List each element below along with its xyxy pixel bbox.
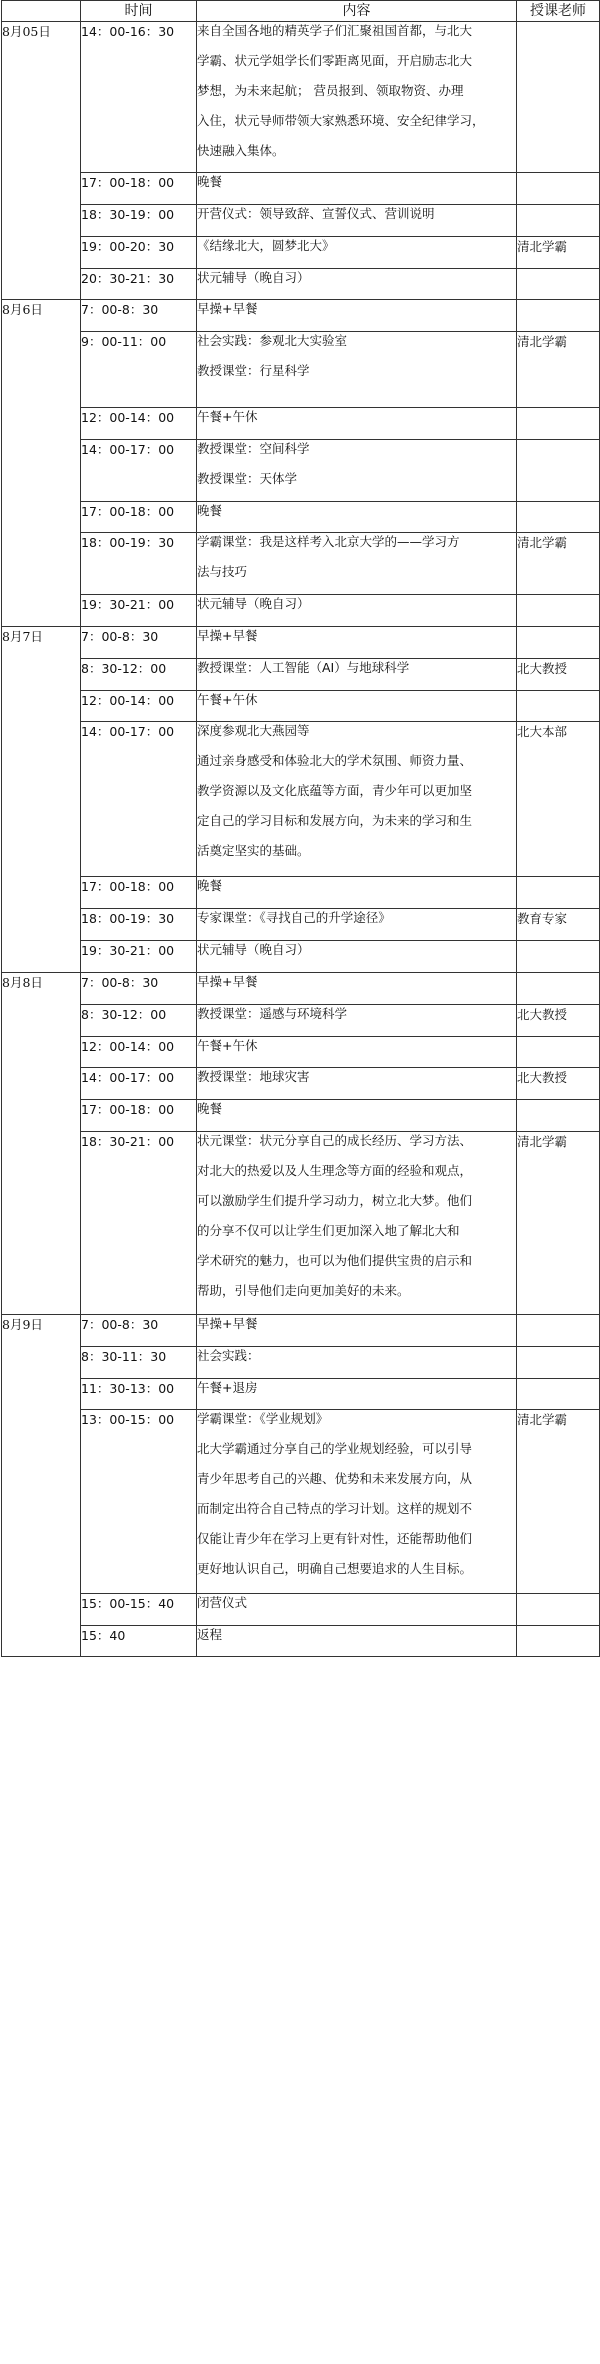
table-row bbox=[2, 205, 600, 237]
teacher-cell: 教育专家 bbox=[517, 909, 600, 941]
content-line: 状元课堂：状元分享自己的成长经历、学习方法、 bbox=[197, 1133, 473, 1148]
day-date-cell: 8月7日 bbox=[2, 627, 81, 973]
time-cell: 7：00-8：30 bbox=[81, 973, 197, 1005]
teacher-cell: 北大教授 bbox=[517, 1005, 600, 1037]
table-row bbox=[2, 1594, 600, 1626]
teacher-cell bbox=[517, 1315, 600, 1347]
time-cell: 17：00-18：00 bbox=[81, 173, 197, 205]
table-row bbox=[2, 300, 600, 332]
content-line: 快速融入集体。 bbox=[197, 143, 285, 158]
time-cell: 7：00-8：30 bbox=[81, 300, 197, 332]
content-line: 仅能让青少年在学习上更有针对性，还能帮助他们 bbox=[197, 1531, 473, 1546]
time-cell: 8：30-12：00 bbox=[81, 1005, 197, 1037]
time-cell: 12：00-14：00 bbox=[81, 1037, 197, 1068]
content-line: 学术研究的魅力，也可以为他们提供宝贵的启示和 bbox=[197, 1253, 473, 1268]
content-cell bbox=[197, 1005, 517, 1037]
teacher-cell bbox=[517, 973, 600, 1005]
content-cell bbox=[197, 909, 517, 941]
teacher-cell bbox=[517, 1037, 600, 1068]
content-line: 青少年思考自己的兴趣、优势和未来发展方向，从 bbox=[197, 1471, 473, 1486]
content-cell bbox=[197, 1315, 517, 1347]
teacher-cell bbox=[517, 440, 600, 502]
time-cell: 19：00-20：30 bbox=[81, 237, 197, 269]
time-cell: 15：40 bbox=[81, 1626, 197, 1657]
teacher-cell bbox=[517, 173, 600, 205]
teacher-cell: 清北学霸 bbox=[517, 237, 600, 269]
table-row bbox=[2, 173, 600, 205]
content-cell bbox=[197, 1594, 517, 1626]
content-line: 活奠定坚实的基础。 bbox=[197, 843, 310, 858]
content-line: 帮助，引导他们走向更加美好的未来。 bbox=[197, 1283, 410, 1298]
content-line: 定自己的学习目标和发展方向，为未来的学习和生 bbox=[197, 813, 473, 828]
time-cell: 12：00-14：00 bbox=[81, 691, 197, 722]
table-row bbox=[2, 1626, 600, 1657]
time-cell: 14：00-17：00 bbox=[81, 722, 197, 877]
content-cell bbox=[197, 1347, 517, 1379]
content-cell bbox=[197, 659, 517, 691]
content-line: 开营仪式：领导致辞、宣誓仪式、营训说明 bbox=[197, 206, 435, 221]
content-line: 状元辅导（晚自习） bbox=[197, 270, 310, 285]
content-line: 教授课堂：行星科学 bbox=[197, 363, 310, 378]
table-row bbox=[2, 1410, 600, 1594]
content-line: 学霸课堂：我是这样考入北京大学的——学习方 bbox=[197, 534, 460, 549]
content-cell bbox=[197, 269, 517, 300]
table-row bbox=[2, 691, 600, 722]
table-row bbox=[2, 1315, 600, 1347]
content-line: 教授课堂：空间科学 bbox=[197, 441, 310, 456]
time-cell: 17：00-18：00 bbox=[81, 877, 197, 909]
table-row bbox=[2, 627, 600, 659]
content-cell bbox=[197, 877, 517, 909]
table-row bbox=[2, 909, 600, 941]
time-cell: 19：30-21：00 bbox=[81, 941, 197, 973]
teacher-cell bbox=[517, 502, 600, 533]
teacher-cell bbox=[517, 877, 600, 909]
teacher-cell bbox=[517, 595, 600, 627]
time-cell: 12：00-14：00 bbox=[81, 408, 197, 440]
content-cell bbox=[197, 1068, 517, 1100]
content-line: 晚餐 bbox=[197, 1101, 223, 1116]
time-cell: 17：00-18：00 bbox=[81, 1100, 197, 1132]
table-row bbox=[2, 502, 600, 533]
time-cell: 18：30-19：00 bbox=[81, 205, 197, 237]
time-cell: 8：30-12：00 bbox=[81, 659, 197, 691]
content-cell bbox=[197, 627, 517, 659]
content-cell bbox=[197, 1100, 517, 1132]
content-line: 状元辅导（晚自习） bbox=[197, 942, 310, 957]
content-cell bbox=[197, 1410, 517, 1594]
time-cell: 18：00-19：30 bbox=[81, 533, 197, 595]
table-row bbox=[2, 1347, 600, 1379]
teacher-cell bbox=[517, 205, 600, 237]
content-cell bbox=[197, 973, 517, 1005]
table-row bbox=[2, 659, 600, 691]
teacher-cell: 清北学霸 bbox=[517, 533, 600, 595]
time-cell: 7：00-8：30 bbox=[81, 627, 197, 659]
time-cell: 20：30-21：30 bbox=[81, 269, 197, 300]
content-line: 早操+早餐 bbox=[197, 628, 258, 643]
content-line: 《结缘北大，圆梦北大》 bbox=[197, 238, 335, 253]
time-cell: 14：00-17：00 bbox=[81, 440, 197, 502]
day-date-cell: 8月9日 bbox=[2, 1315, 81, 1657]
time-cell: 14：00-16：30 bbox=[81, 22, 197, 173]
content-cell bbox=[197, 595, 517, 627]
teacher-cell bbox=[517, 627, 600, 659]
content-cell bbox=[197, 691, 517, 722]
teacher-cell: 北大教授 bbox=[517, 659, 600, 691]
content-line: 梦想，为未来起航； 营员报到、领取物资、办理 bbox=[197, 83, 464, 98]
day-date-cell: 8月6日 bbox=[2, 300, 81, 627]
content-line: 的分享不仅可以让学生们更加深入地了解北大和 bbox=[197, 1223, 460, 1238]
content-line: 通过亲身感受和体验北大的学术氛围、师资力量、 bbox=[197, 753, 473, 768]
content-line: 可以激励学生们提升学习动力，树立北大梦。他们 bbox=[197, 1193, 473, 1208]
content-cell bbox=[197, 173, 517, 205]
teacher-cell bbox=[517, 408, 600, 440]
content-cell bbox=[197, 722, 517, 877]
content-line: 闭营仪式 bbox=[197, 1595, 248, 1610]
content-cell bbox=[197, 408, 517, 440]
table-row bbox=[2, 1037, 600, 1068]
content-line: 午餐+退房 bbox=[197, 1380, 258, 1395]
teacher-cell bbox=[517, 691, 600, 722]
teacher-cell bbox=[517, 22, 600, 173]
table-row bbox=[2, 1379, 600, 1410]
header-teacher: 授课老师 bbox=[517, 1, 600, 22]
time-cell: 8：30-11：30 bbox=[81, 1347, 197, 1379]
content-line: 教授课堂：地球灾害 bbox=[197, 1069, 310, 1084]
table-row bbox=[2, 877, 600, 909]
content-line: 学霸课堂：《学业规划》 bbox=[197, 1411, 329, 1426]
content-line: 而制定出符合自己特点的学习计划。这样的规划不 bbox=[197, 1501, 473, 1516]
content-cell bbox=[197, 941, 517, 973]
content-cell bbox=[197, 237, 517, 269]
content-line: 学霸、状元学姐学长们零距离见面，开启励志北大 bbox=[197, 53, 473, 68]
header-time: 时间 bbox=[81, 1, 197, 22]
content-cell bbox=[197, 300, 517, 332]
time-cell: 13：00-15：00 bbox=[81, 1410, 197, 1594]
time-cell: 18：30-21：00 bbox=[81, 1132, 197, 1315]
teacher-cell bbox=[517, 1594, 600, 1626]
teacher-cell bbox=[517, 300, 600, 332]
teacher-cell bbox=[517, 269, 600, 300]
table-row bbox=[2, 722, 600, 877]
header-content: 内容 bbox=[197, 1, 517, 22]
teacher-cell bbox=[517, 941, 600, 973]
content-line: 晚餐 bbox=[197, 503, 223, 518]
teacher-cell: 清北学霸 bbox=[517, 1132, 600, 1315]
teacher-cell bbox=[517, 1100, 600, 1132]
table-row bbox=[2, 941, 600, 973]
content-cell bbox=[197, 1132, 517, 1315]
table-row bbox=[2, 237, 600, 269]
content-line: 教授课堂：天体学 bbox=[197, 471, 298, 486]
content-line: 早操+早餐 bbox=[197, 1316, 258, 1331]
table-row bbox=[2, 1100, 600, 1132]
content-line: 晚餐 bbox=[197, 878, 223, 893]
teacher-cell: 清北学霸 bbox=[517, 332, 600, 408]
content-line: 午餐+午休 bbox=[197, 692, 258, 707]
time-cell: 18：00-19：30 bbox=[81, 909, 197, 941]
table-row bbox=[2, 1132, 600, 1315]
time-cell: 7：00-8：30 bbox=[81, 1315, 197, 1347]
teacher-cell bbox=[517, 1347, 600, 1379]
content-line: 教授课堂：遥感与环境科学 bbox=[197, 1006, 348, 1021]
content-cell bbox=[197, 1379, 517, 1410]
table-row bbox=[2, 1068, 600, 1100]
time-cell: 14：00-17：00 bbox=[81, 1068, 197, 1100]
table-row bbox=[2, 1005, 600, 1037]
content-cell bbox=[197, 22, 517, 173]
teacher-cell: 北大教授 bbox=[517, 1068, 600, 1100]
schedule-body bbox=[2, 22, 600, 1657]
content-line: 午餐+午休 bbox=[197, 409, 258, 424]
content-line: 北大学霸通过分享自己的学业规划经验，可以引导 bbox=[197, 1441, 473, 1456]
content-cell bbox=[197, 1626, 517, 1657]
content-line: 午餐+午休 bbox=[197, 1038, 258, 1053]
content-line: 对北大的热爱以及人生理念等方面的经验和观点， bbox=[197, 1163, 473, 1178]
content-cell bbox=[197, 1037, 517, 1068]
day-date-cell: 8月05日 bbox=[2, 22, 81, 300]
table-row bbox=[2, 533, 600, 595]
content-line: 入住，状元导师带领大家熟悉环境、安全纪律学习， bbox=[197, 113, 485, 128]
content-line: 状元辅导（晚自习） bbox=[197, 596, 310, 611]
teacher-cell bbox=[517, 1379, 600, 1410]
time-cell: 11：30-13：00 bbox=[81, 1379, 197, 1410]
content-line: 教学资源以及文化底蕴等方面，青少年可以更加坚 bbox=[197, 783, 473, 798]
content-cell bbox=[197, 332, 517, 408]
table-row bbox=[2, 269, 600, 300]
content-line: 更好地认识自己，明确自己想要追求的人生目标。 bbox=[197, 1561, 473, 1576]
time-cell: 17：00-18：00 bbox=[81, 502, 197, 533]
table-row bbox=[2, 440, 600, 502]
table-row bbox=[2, 408, 600, 440]
content-line: 早操+早餐 bbox=[197, 301, 258, 316]
content-line: 早操+早餐 bbox=[197, 974, 258, 989]
header-row bbox=[2, 1, 600, 22]
content-cell bbox=[197, 533, 517, 595]
content-line: 法与技巧 bbox=[197, 564, 248, 579]
content-cell bbox=[197, 205, 517, 237]
content-line: 来自全国各地的精英学子们汇聚祖国首都，与北大 bbox=[197, 23, 473, 38]
content-line: 专家课堂：《寻找自己的升学途径》 bbox=[197, 910, 391, 925]
time-cell: 19：30-21：00 bbox=[81, 595, 197, 627]
time-cell: 9：00-11：00 bbox=[81, 332, 197, 408]
content-cell bbox=[197, 440, 517, 502]
teacher-cell: 清北学霸 bbox=[517, 1410, 600, 1594]
content-line: 教授课堂：人工智能（AI）与地球科学 bbox=[197, 660, 410, 675]
table-row bbox=[2, 22, 600, 173]
table-row bbox=[2, 973, 600, 1005]
table-row bbox=[2, 595, 600, 627]
header-date bbox=[2, 1, 81, 22]
teacher-cell bbox=[517, 1626, 600, 1657]
content-cell bbox=[197, 502, 517, 533]
content-line: 返程 bbox=[197, 1627, 223, 1642]
day-date-cell: 8月8日 bbox=[2, 973, 81, 1315]
content-line: 社会实践： bbox=[197, 1348, 260, 1363]
time-cell: 15：00-15：40 bbox=[81, 1594, 197, 1626]
teacher-cell: 北大本部 bbox=[517, 722, 600, 877]
table-row bbox=[2, 332, 600, 408]
content-line: 深度参观北大燕园等 bbox=[197, 723, 310, 738]
content-line: 社会实践：参观北大实验室 bbox=[197, 333, 348, 348]
content-line: 晚餐 bbox=[197, 174, 223, 189]
schedule-table bbox=[1, 0, 600, 1657]
